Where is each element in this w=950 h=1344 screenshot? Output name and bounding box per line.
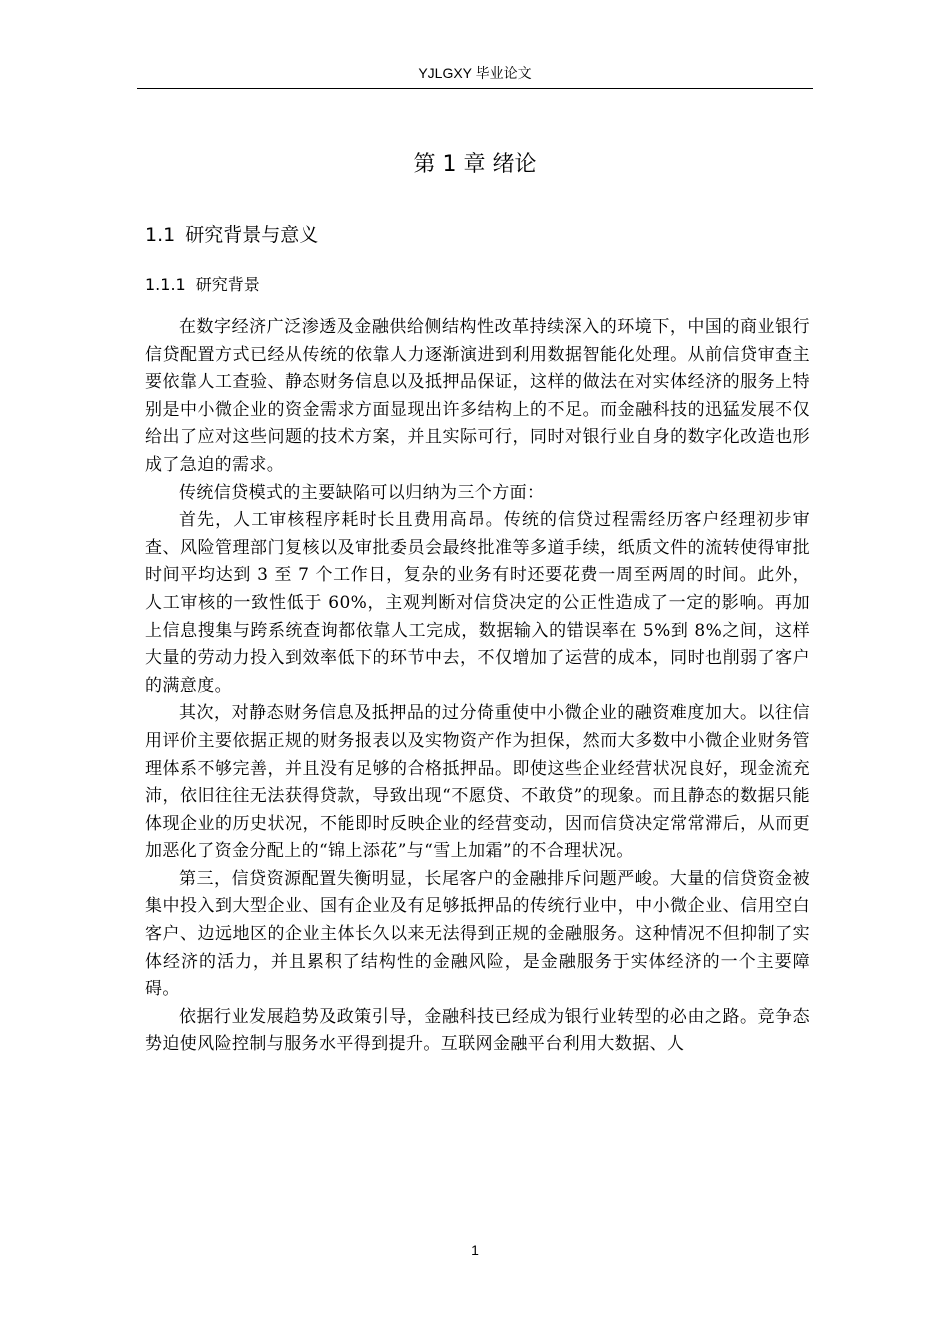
running-header: YJLGXY 毕业论文 [418, 65, 532, 81]
section-number: 1.1 [145, 224, 176, 246]
section-title-text: 研究背景与意义 [185, 224, 319, 246]
paragraph-second-point: 其次，对静态财务信息及抵押品的过分倚重使中小微企业的融资难度加大。以往信用评价主要依据正规的财务报表以及实物资产作为担保，然而大多数中小微企业财务管理体系不够完善，并且没有足够的合格抵押品。即使这些企业经营状况良好，现金流充沛，依旧往往无法获得贷款，导致出现“不愿贷、不敢贷”的现象。而且静态的数据只能体现企业的历史状况，不能即时反映企业的经营变动，因而信贷决定常常滞后，从而更加恶化了资金分配上的“锦上添花”与“雪上加霜”的不合理状况。 [145, 703, 810, 862]
paragraph-third-point: 第三，信贷资源配置失衡明显，长尾客户的金融排斥问题严峻。大量的信贷资金被集中投入到大型企业、国有企业及有足够抵押品的传统行业中，中小微企业、信用空白客户、边远地区的企业主体长久以来无法得到正规的金融服务。这种情况不但抑制了实体经济的活力，并且累积了结构性的金融风险，是金融服务于实体经济的一个主要障碍。 [145, 868, 810, 1000]
subsection-heading [145, 274, 260, 296]
subsection-title-text: 研究背景 [195, 275, 260, 294]
paragraph-trend: 依据行业发展趋势及政策引导，金融科技已经成为银行业转型的必由之路。竞争态势迫使风险控制与服务水平得到提升。互联网金融平台利用大数据、人 [145, 1006, 810, 1055]
body-text [145, 314, 810, 1059]
subsection-number: 1.1.1 [145, 275, 186, 294]
paragraph-intro: 在数字经济广泛渗透及金融供给侧结构性改革持续深入的环境下，中国的商业银行信贷配置方式已经从传统的依靠人力逐渐演进到利用数据智能化处理。从前信贷审查主要依靠人工查验、静态财务信息以及抵押品保证，这样的做法在对实体经济的服务上特别是中小微企业的资金需求方面显现出许多结构上的不足。而金融科技的迅猛发展不仅给出了应对这些问题的技术方案，并且实际可行，同时对银行业自身的数字化改造也形成了急迫的需求。 [145, 317, 810, 475]
paragraph-overview: 传统信贷模式的主要缺陷可以归纳为三个方面： [179, 482, 545, 503]
page-number: 1 [471, 1242, 479, 1258]
chapter-title: 第 1 章 绪论 [413, 152, 537, 177]
paragraph-first-point: 首先，人工审核程序耗时长且费用高昂。传统的信贷过程需经历客户经理初步审查、风险管理部门复核以及审批委员会最终批准等多道手续，纸质文件的流转使得审批时间平均达到 3 至 7 个工作日，复杂的业务有时还要花费一周至两周的时间。此外，人工审核的一致性低于 60%，主观判断对信贷决定的公正性造成了一定的影响。再加上信息搜集与跨系统查询都依靠人工完成，数据输入的错误率在 5%到 8%之间，这样大量的劳动力投入到效率低下的环节中去，不仅增加了运营的成本，同时也削弱了客户的满意度。 [145, 510, 810, 696]
section-heading [145, 222, 318, 248]
header-divider [137, 88, 813, 89]
